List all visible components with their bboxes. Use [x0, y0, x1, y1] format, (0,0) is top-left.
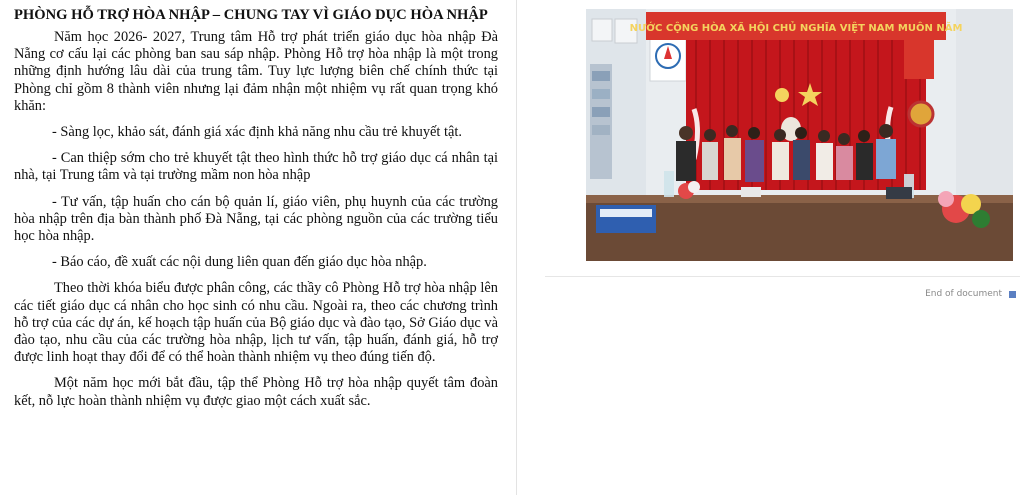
- group-photo: [586, 9, 1013, 261]
- paragraph-schedule: Theo thời khóa biểu được phân công, các thầy cô Phòng Hỗ trợ hòa nhập lên các tiết giáo dục cá nhân cho học sinh có nhu cầu. Ngoài ra, theo các chương trình hỗ trợ của các dự án, kế hoạch tập huấn của Bộ giáo dục và đào tạo, Sở Giáo dục và đào tạo, nhu cầu của các trường hòa nhập, lịch tư vấn, tập huấn, đánh giá, hỗ trợ được linh hoạt thay đổi để có thể hoàn thành nhiệm vụ theo đúng tiến độ.: [14, 280, 498, 366]
- section-divider: [545, 276, 1020, 277]
- paragraph-bullet-consulting: - Tư vấn, tập huấn cho cán bộ quản lí, giáo viên, phụ huynh của các trường hòa nhập trên địa bàn thành phố Đà Nẵng, tại các phòng nguồn của các trường tiểu học hòa nhập.: [14, 193, 498, 245]
- paragraph-intro: Năm học 2026- 2027, Trung tâm Hỗ trợ phát triển giáo dục hòa nhập Đà Nẵng cơ cấu lại các phòng ban sau sáp nhập. Phòng Hỗ trợ hòa nhập là một trong những định hướng lâu dài của trung tâm. Tuy lực lượng biên chế chính thức tại Phòng chỉ gồm 8 thành viên nhưng lại đảm nhận một nhiệm vụ rất quan trọng khó khăn:: [14, 29, 498, 114]
- paragraph-closing: Một năm học mới bắt đầu, tập thể Phòng Hỗ trợ hòa nhập quyết tâm đoàn kết, nỗ lực hoàn thành nhiệm vụ được giao một cách xuất sắc.: [14, 375, 498, 409]
- end-of-document-marker: [925, 289, 1016, 299]
- photo-banner-text: NƯỚC CỘNG HÒA XÃ HỘI CHỦ NGHĨA VIỆT NAM MUÔN NĂM: [629, 23, 963, 34]
- document-title: PHÒNG HỖ TRỢ HÒA NHẬP – CHUNG TAY VÌ GIÁO DỤC HÒA NHẬP: [14, 7, 488, 23]
- paragraph-bullet-intervention: - Can thiệp sớm cho trẻ khuyết tật theo hình thức hỗ trợ giáo dục cá nhân tại nhà, tại Trung tâm và tại trường mầm non hòa nhập: [14, 150, 498, 184]
- paragraph-bullet-reporting: - Báo cáo, đề xuất các nội dung liên quan đến giáo dục hòa nhập.: [52, 254, 427, 271]
- paragraph-bullet-screening: - Sàng lọc, khảo sát, đánh giá xác định khả năng nhu cầu trẻ khuyết tật.: [52, 124, 463, 141]
- end-square-icon: [1009, 291, 1016, 298]
- document-side-panel: [517, 0, 1024, 495]
- end-of-document-label: End of document: [925, 289, 1002, 299]
